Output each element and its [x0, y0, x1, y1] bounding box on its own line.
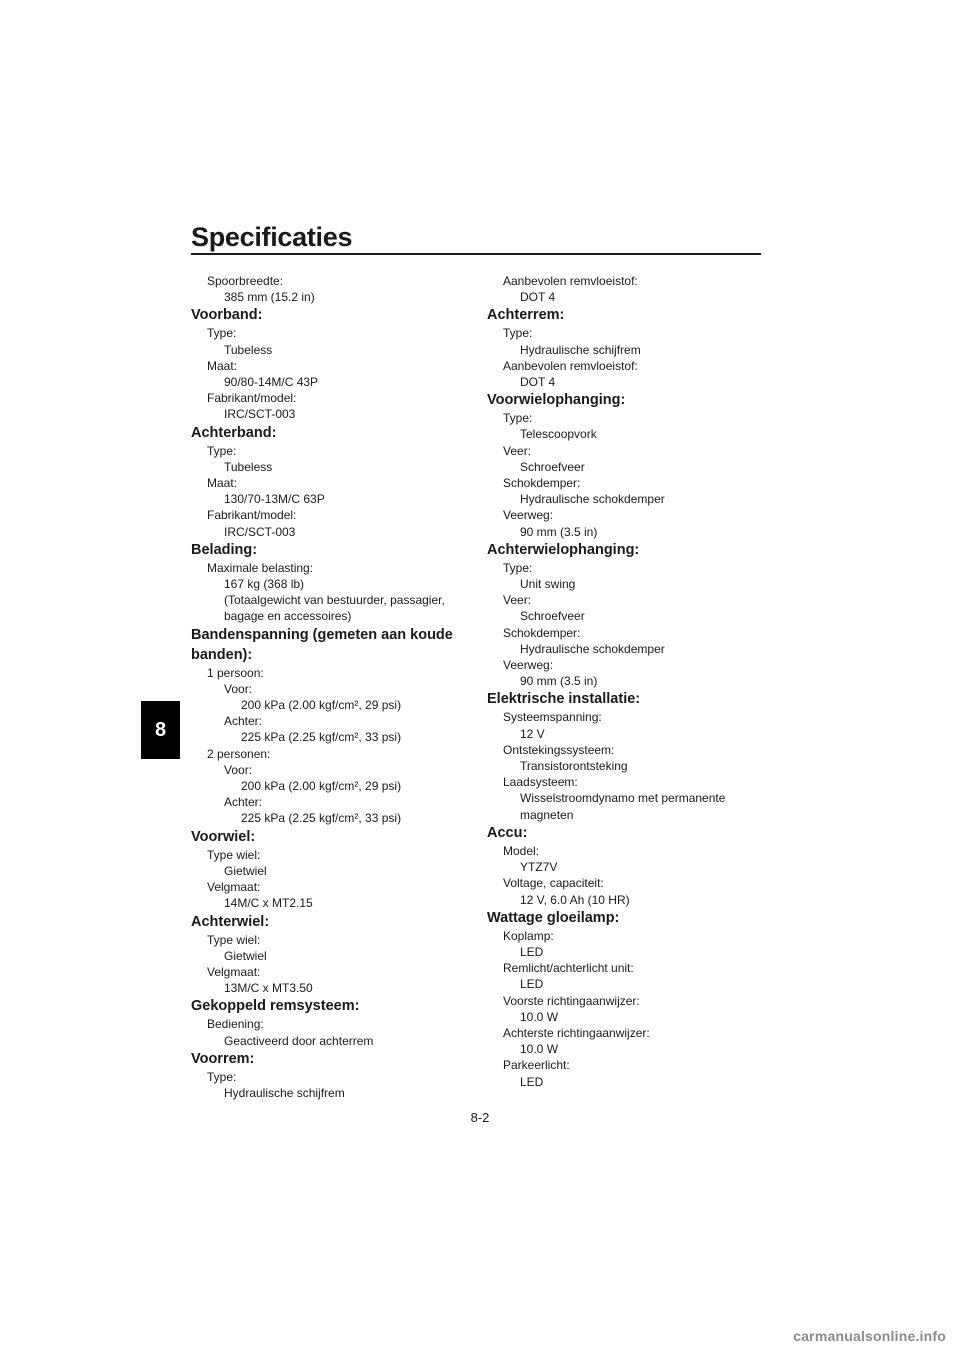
section-heading: Wattage gloeilamp:: [487, 909, 620, 926]
spec-value: Wisselstroomdynamo met permanente: [520, 791, 726, 806]
spec-value: Unit swing: [520, 577, 576, 592]
spec-value: Schroefveer: [520, 459, 585, 474]
spec-value: DOT 4: [520, 290, 556, 305]
spec-value: Tubeless: [224, 459, 273, 474]
spec-value: 167 kg (368 lb): [224, 577, 305, 592]
spec-section: [487, 305, 757, 390]
section-heading: Achterwiel:: [191, 913, 270, 930]
title-rule: [191, 253, 761, 255]
spec-label: Achterste richtingaanwijzer:: [503, 1025, 650, 1040]
section-heading: Achterwielophanging:: [487, 541, 640, 558]
spec-value: 225 kPa (2.25 kgf/cm², 33 psi): [241, 730, 402, 745]
page-number: 8-2: [470, 1110, 490, 1125]
section-heading: Voorband:: [191, 307, 263, 324]
spec-label: Voltage, capaciteit:: [503, 876, 604, 891]
spec-value: Hydraulische schokdemper: [520, 492, 665, 507]
section-heading: Achterrem:: [487, 307, 565, 324]
spec-section: [487, 390, 757, 540]
section-heading: Achterband:: [191, 424, 277, 441]
spec-section: [191, 1049, 461, 1101]
spec-value: LED: [520, 944, 544, 959]
spec-label: Maat:: [207, 358, 238, 373]
spec-label: Parkeerlicht:: [503, 1058, 570, 1073]
spec-value: YTZ7V: [520, 860, 558, 875]
spec-value: 12 V: [520, 726, 545, 741]
spec-label: Ontstekingssysteem:: [503, 742, 615, 757]
spec-value: (Totaalgewicht van bestuurder, passagier,: [224, 593, 445, 608]
spec-section: [487, 273, 757, 305]
spec-label: Type:: [207, 443, 237, 458]
spec-section: [191, 625, 461, 827]
spec-value: 13M/C x MT3.50: [224, 981, 313, 996]
spec-value: Schroefveer: [520, 609, 585, 624]
spec-section: [487, 823, 757, 908]
spec-label: Velgmaat:: [207, 964, 261, 979]
watermark: carmanualsonline.info: [793, 1328, 946, 1344]
spec-label: Systeemspanning:: [503, 710, 602, 725]
spec-label: Type wiel:: [207, 932, 261, 947]
spec-label: Aanbevolen remvloeistof:: [503, 358, 638, 373]
spec-label: Remlicht/achterlicht unit:: [503, 961, 634, 976]
spec-value: 14M/C x MT2.15: [224, 896, 313, 911]
spec-value: DOT 4: [520, 375, 556, 390]
spec-label: Maximale belasting:: [207, 560, 314, 575]
spec-label: Veer:: [503, 443, 532, 458]
section-heading: Bandenspanning (gemeten aan koude banden):: [191, 626, 453, 663]
spec-section: [487, 908, 757, 1090]
spec-label: Laadsysteem:: [503, 775, 578, 790]
section-heading: Voorrem:: [191, 1050, 255, 1067]
spec-value: Transistorontsteking: [520, 759, 628, 774]
spec-label: Type:: [503, 560, 533, 575]
spec-label: Type wiel:: [207, 847, 261, 862]
spec-value: Voor:: [224, 762, 253, 777]
spec-value: 200 kPa (2.00 kgf/cm², 29 psi): [241, 698, 402, 713]
spec-value: Hydraulische schijfrem: [224, 1085, 345, 1100]
spec-label: Type:: [207, 1069, 237, 1084]
spec-value: IRC/SCT-003: [224, 524, 296, 539]
spec-label: 2 personen:: [207, 746, 271, 761]
spec-value: bagage en accessoires): [224, 609, 352, 624]
spec-value: Voor:: [224, 681, 253, 696]
spec-label: Model:: [503, 843, 540, 858]
spec-value: Achter:: [224, 714, 263, 729]
spec-label: Koplamp:: [503, 928, 554, 943]
spec-value: magneten: [520, 807, 574, 822]
spec-value: 385 mm (15.2 in): [224, 290, 315, 305]
spec-value: Gietwiel: [224, 948, 267, 963]
spec-section: [191, 912, 461, 997]
spec-label: Veer:: [503, 593, 532, 608]
spec-value: 130/70-13M/C 63P: [224, 492, 325, 507]
spec-value: Tubeless: [224, 342, 273, 357]
spec-label: Voorste richtingaanwijzer:: [503, 993, 640, 1008]
spec-value: 200 kPa (2.00 kgf/cm², 29 psi): [241, 779, 402, 794]
spec-section: [487, 540, 757, 690]
spec-section: [191, 273, 461, 305]
spec-column-left: [191, 273, 461, 1101]
spec-value: 90 mm (3.5 in): [520, 524, 598, 539]
spec-column-right: [487, 273, 757, 1090]
spec-label: Fabrikant/model:: [207, 391, 297, 406]
spec-value: LED: [520, 1074, 544, 1089]
spec-label: Veerweg:: [503, 508, 554, 523]
spec-label: Fabrikant/model:: [207, 508, 297, 523]
spec-value: 90/80-14M/C 43P: [224, 375, 319, 390]
section-heading: Gekoppeld remsysteem:: [191, 998, 360, 1015]
spec-value: 90 mm (3.5 in): [520, 674, 598, 689]
spec-label: Aanbevolen remvloeistof:: [503, 274, 638, 288]
spec-value: IRC/SCT-003: [224, 407, 296, 422]
spec-label: Maat:: [207, 476, 238, 491]
section-heading: Elektrische installatie:: [487, 691, 641, 708]
spec-label: Schokdemper:: [503, 476, 581, 491]
spec-label: 1 persoon:: [207, 665, 264, 680]
section-heading: Voorwiel:: [191, 828, 256, 845]
spec-label: Spoorbreedte:: [207, 274, 284, 288]
spec-value: Telescoopvork: [520, 427, 597, 442]
spec-label: Type:: [503, 411, 533, 426]
spec-section: [191, 305, 461, 422]
spec-value: Hydraulische schijfrem: [520, 342, 641, 357]
spec-value: Geactiveerd door achterrem: [224, 1033, 374, 1048]
spec-value: 10.0 W: [520, 1042, 559, 1057]
spec-label: Type:: [503, 326, 533, 341]
spec-label: Bediening:: [207, 1017, 264, 1032]
spec-section: [191, 996, 461, 1048]
spec-value: LED: [520, 977, 544, 992]
spec-label: Veerweg:: [503, 658, 554, 673]
spec-section: [191, 423, 461, 540]
spec-value: Hydraulische schokdemper: [520, 641, 665, 656]
spec-value: 12 V, 6.0 Ah (10 HR): [520, 892, 630, 907]
spec-label: Type:: [207, 326, 237, 341]
spec-section: [191, 827, 461, 912]
spec-value: Gietwiel: [224, 863, 267, 878]
section-heading: Voorwielophanging:: [487, 392, 626, 409]
section-heading: Accu:: [487, 824, 528, 841]
spec-label: Schokdemper:: [503, 625, 581, 640]
spec-section: [487, 689, 757, 822]
spec-value: 225 kPa (2.25 kgf/cm², 33 psi): [241, 811, 402, 826]
spec-label: Velgmaat:: [207, 880, 261, 895]
section-heading: Belading:: [191, 541, 258, 558]
spec-section: [191, 540, 461, 625]
spec-value: 10.0 W: [520, 1009, 559, 1024]
spec-value: Achter:: [224, 795, 263, 810]
chapter-tab: 8: [141, 701, 180, 759]
page-title: Specificaties: [191, 222, 353, 252]
